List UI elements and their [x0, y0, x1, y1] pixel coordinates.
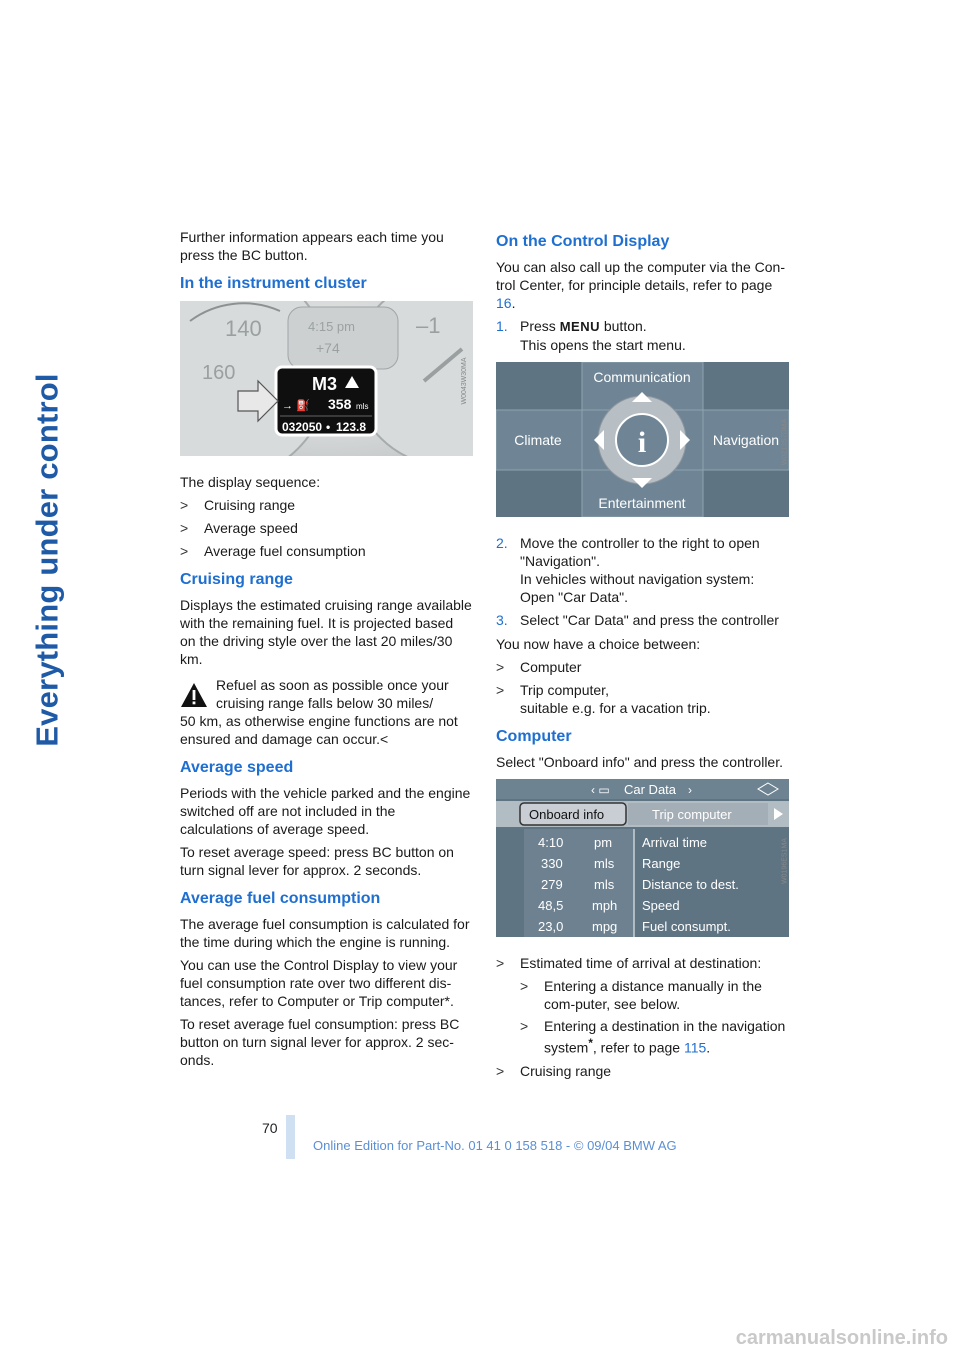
cluster-odometer: 032050 — [282, 420, 323, 434]
display-sequence-text: The display sequence: — [180, 474, 321, 490]
avg-fuel-text-2: You can use the Control Display to view your fuel consumption rate over two different dis-tances, refer to Computer or Trip computer*. — [180, 957, 458, 1009]
steps-list — [496, 317, 792, 354]
tab-trip-computer-label: Trip computer — [652, 807, 732, 822]
menu-communication[interactable]: Communication — [593, 369, 691, 385]
step-2: 2. Move the controller to the right to open "Navigation". In vehicles without navigation system: Open "Car Data". — [496, 535, 760, 605]
cruising-range-text: Displays the estimated cruising range available with the remaining fuel. It is projected based on the driving style over the last 20 miles/30 km. — [180, 597, 472, 667]
heading-average-speed: Average speed — [180, 759, 294, 776]
row-label: Distance to dest. — [642, 877, 739, 892]
menu-navigation[interactable]: Navigation — [712, 432, 780, 448]
row-label: Speed — [642, 898, 680, 913]
list-item: > Average fuel consumption — [180, 542, 472, 560]
figure-code: W0043W30MA — [460, 357, 468, 405]
page-link-115[interactable]: 115 — [683, 1039, 707, 1056]
edition-footer: Online Edition for Part-No. 01 41 0 158 518 - © 09/04 BMW AG — [313, 1138, 677, 1153]
cluster-mode: M3 — [312, 374, 338, 394]
instrument-cluster-figure — [180, 301, 472, 461]
row-label: Fuel consumpt. — [642, 919, 731, 934]
car-data-figure — [496, 779, 792, 942]
step-3: 3. Select "Car Data" and press the controller — [496, 612, 779, 628]
choice-list — [496, 658, 792, 717]
warning-note — [180, 676, 472, 748]
list-item: > Computer — [496, 658, 792, 676]
warning-text-a: Refuel as soon as possible once your cruising range falls below 30 miles/ — [216, 677, 449, 711]
left-column — [180, 228, 472, 1074]
car-data-image — [496, 779, 789, 937]
heading-control-display: On the Control Display — [496, 233, 670, 250]
heading-computer: Computer — [496, 728, 572, 745]
eta-sub-list — [520, 977, 792, 1057]
computer-items-list — [496, 954, 792, 1080]
cluster-range-value: 358 — [328, 396, 352, 412]
svg-text:160: 160 — [202, 362, 236, 384]
cluster-time: 4:15 pm — [308, 319, 355, 334]
svg-text:›: › — [688, 783, 692, 797]
chapter-side-title — [18, 230, 78, 890]
list-item: > Trip computer, suitable e.g. for a vacation trip. — [496, 681, 792, 717]
figure-code: W0196ES1MA — [781, 837, 789, 884]
row-unit: mpg — [592, 919, 618, 934]
info-icon: i — [637, 426, 647, 459]
menu-key-label: MENU — [559, 319, 600, 334]
cluster-trip: 123.8 — [336, 420, 367, 434]
display-sequence-list — [180, 496, 472, 560]
svg-text:→ ⛽: → ⛽ — [282, 400, 310, 412]
chapter-title-text: Everything under control — [30, 373, 65, 747]
heading-average-fuel: Average fuel consumption — [180, 890, 381, 907]
list-item: > Entering a distance manually in the com-puter, see below. — [520, 977, 792, 1013]
row-unit: pm — [594, 835, 613, 850]
list-item: > Cruising range — [180, 496, 472, 514]
instrument-cluster-image — [180, 301, 473, 456]
avg-speed-text-2: To reset average speed: press BC button on turn signal lever for approx. 2 seconds. — [180, 844, 454, 878]
avg-fuel-text-1: The average fuel consumption is calculated for the time during which the engine is running. — [180, 916, 470, 950]
start-menu-image — [496, 362, 789, 517]
row-value: 23,0 — [538, 919, 564, 934]
row-unit: mph — [592, 898, 618, 913]
control-display-text: You can also call up the computer via the Con-trol Center, for principle details, refer to page 16. — [496, 259, 785, 311]
list-item: > Average speed — [180, 519, 472, 537]
row-unit: mls — [594, 877, 615, 892]
avg-fuel-text-3: To reset average fuel consumption: press BC button on turn signal lever for approx. 2 sec-onds. — [180, 1016, 460, 1068]
heading-instrument-cluster: In the instrument cluster — [180, 275, 367, 292]
footer-bar — [286, 1115, 295, 1159]
intro-paragraph: Further information appears each time you press the BC button. — [180, 229, 444, 263]
warning-triangle-icon — [180, 682, 208, 708]
row-label: Range — [642, 856, 681, 871]
row-value: 279 — [541, 877, 563, 892]
step-1: 1. Press MENU button. This opens the start menu. — [496, 318, 686, 353]
list-item: > Entering a destination in the navigation system*, refer to page 115. — [520, 1017, 792, 1057]
car-data-header: Car Data — [624, 782, 677, 797]
menu-climate[interactable]: Climate — [514, 432, 562, 448]
page-number: 70 — [262, 1120, 278, 1136]
watermark: carmanualsonline.info — [735, 1327, 948, 1349]
steps-list-cont — [496, 534, 792, 629]
avg-speed-text-1: Periods with the vehicle parked and the engine switched off are not included in the calculations of average speed. — [180, 785, 471, 837]
list-item: > Cruising range — [496, 1062, 792, 1080]
row-value: 48,5 — [538, 898, 564, 913]
tab-onboard-info-label: Onboard info — [529, 807, 605, 822]
list-item: > Estimated time of arrival at destination: > Entering a distance manually in the com-puter, see below. > Entering a destination in the navigation system*, refer to page 115. — [496, 954, 792, 1057]
svg-text:140: 140 — [225, 316, 262, 341]
row-value: 330 — [541, 856, 563, 871]
row-label: Arrival time — [642, 835, 708, 850]
warning-text-b: 50 km, as otherwise engine functions are not ensured and damage can occur.< — [180, 713, 458, 747]
row-value: 4:10 — [538, 835, 564, 850]
choice-text: You now have a choice between: — [496, 636, 701, 652]
svg-text:‹ ▭: ‹ ▭ — [591, 783, 610, 797]
page-link-16[interactable]: 16 — [496, 295, 512, 311]
cluster-temp: +74 — [316, 340, 340, 356]
right-column — [496, 228, 792, 1086]
svg-text:–1: –1 — [416, 313, 441, 338]
svg-text:•: • — [326, 420, 331, 434]
menu-entertainment[interactable]: Entertainment — [598, 495, 686, 511]
heading-cruising-range: Cruising range — [180, 571, 293, 588]
row-unit: mls — [594, 856, 615, 871]
computer-text: Select "Onboard info" and press the controller. — [496, 754, 783, 770]
cluster-range-unit: mls — [356, 402, 369, 411]
figure-code: W0213S7DMA — [781, 418, 789, 466]
start-menu-figure — [496, 362, 792, 522]
